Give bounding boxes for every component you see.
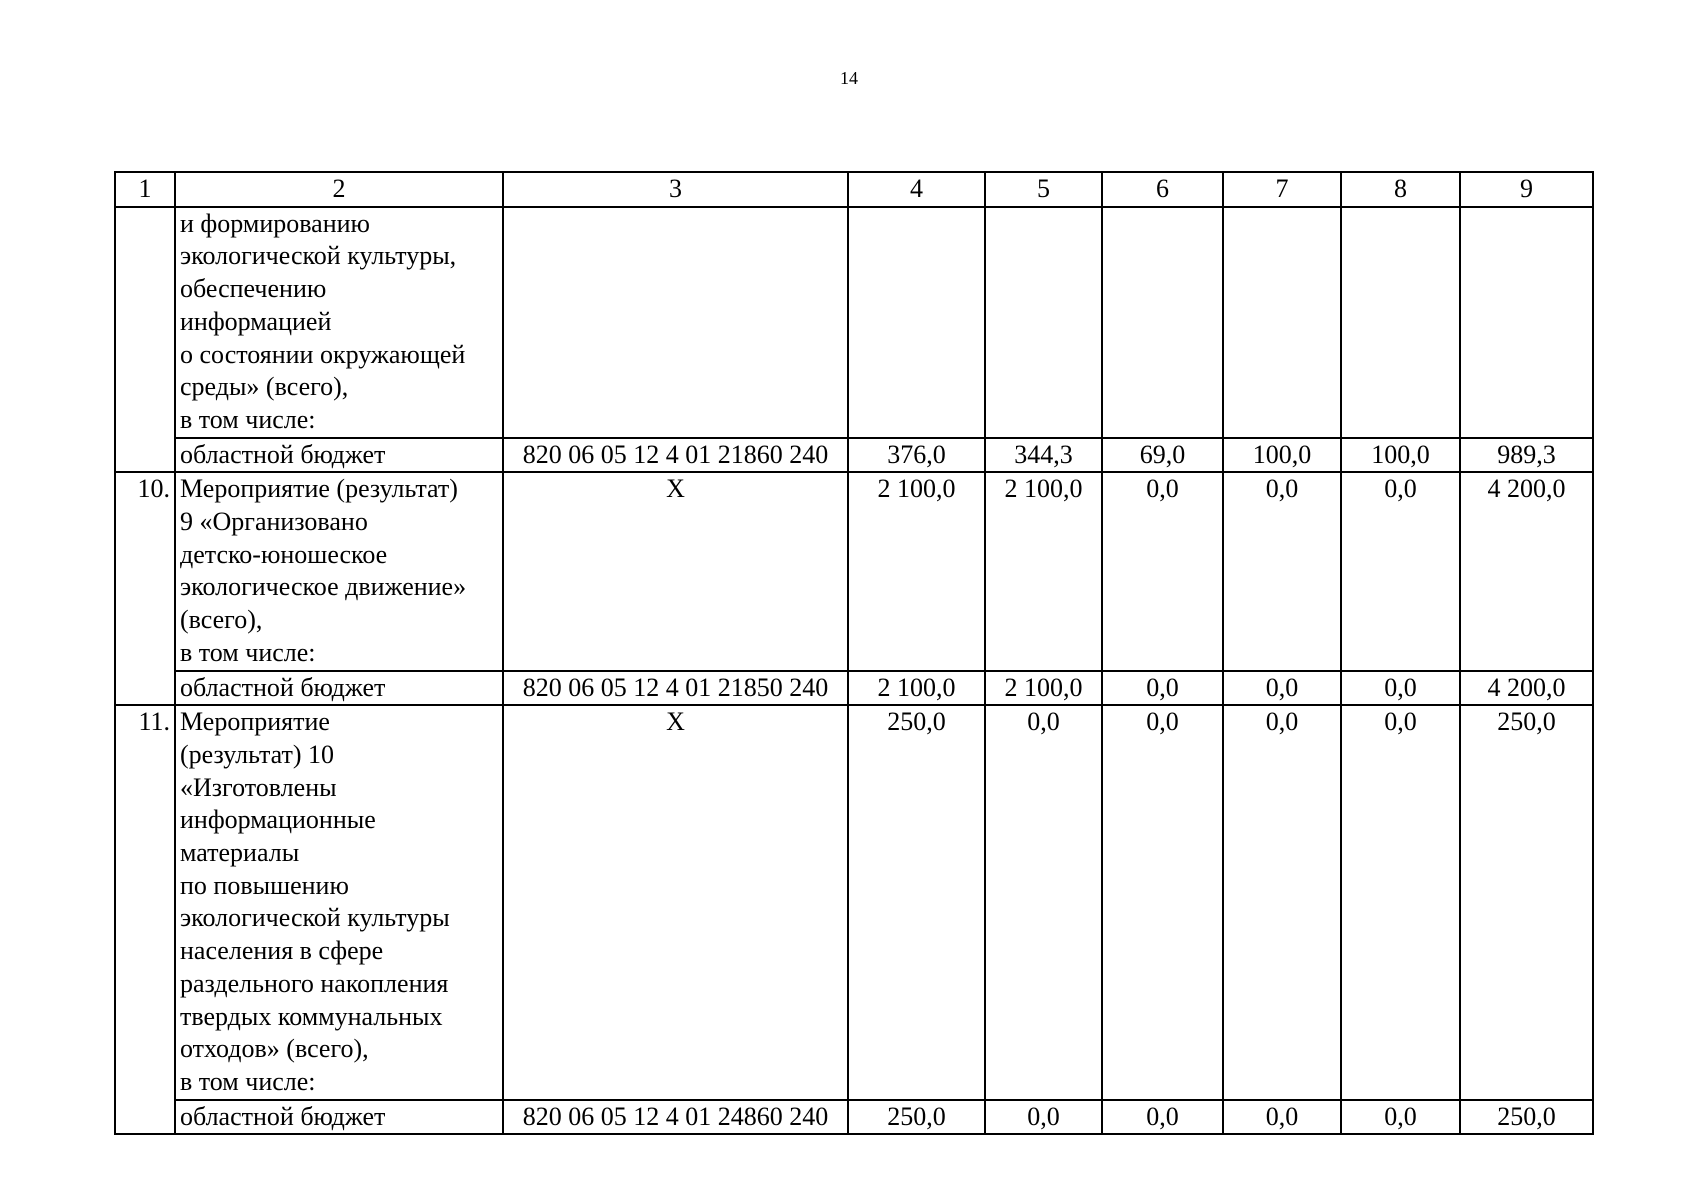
subrow-value: 0,0 — [1341, 671, 1460, 706]
subrow-value: 69,0 — [1102, 438, 1223, 473]
subrow-value: 0,0 — [985, 1100, 1102, 1135]
subrow-code: 820 06 05 12 4 01 24860 240 — [503, 1100, 848, 1135]
column-number: 5 — [985, 172, 1102, 207]
column-number: 2 — [175, 172, 503, 207]
subrow-value: 376,0 — [848, 438, 985, 473]
row-value — [848, 207, 985, 438]
row-description: и формированию экологической культуры, обеспечению информацией о состоянии окружающей среды» (всего), в том числе: — [175, 207, 503, 438]
row-code — [503, 207, 848, 438]
row-value: 0,0 — [1102, 705, 1223, 1099]
table-row — [115, 705, 1593, 1099]
table-subrow — [115, 438, 1593, 473]
row-number: 10. — [115, 472, 175, 705]
row-value: 250,0 — [1460, 705, 1593, 1099]
subrow-value: 250,0 — [1460, 1100, 1593, 1135]
row-value — [985, 207, 1102, 438]
subrow-value: 100,0 — [1341, 438, 1460, 473]
subrow-label: областной бюджет — [175, 671, 503, 706]
page-number: 14 — [840, 68, 858, 88]
row-value — [1460, 207, 1593, 438]
subrow-value: 2 100,0 — [985, 671, 1102, 706]
table-subrow — [115, 1100, 1593, 1135]
row-value: 0,0 — [1223, 472, 1341, 670]
row-value: 0,0 — [1102, 472, 1223, 670]
row-description: Мероприятие (результат) 10 «Изготовлены информационные материалы по повышению экологической культуры населения в сфере раздельного накопления твердых коммунальных отходов» (всего), в том числе: — [175, 705, 503, 1099]
column-number: 3 — [503, 172, 848, 207]
subrow-label: областной бюджет — [175, 1100, 503, 1135]
column-number-row — [115, 172, 1593, 207]
subrow-code: 820 06 05 12 4 01 21860 240 — [503, 438, 848, 473]
subrow-value: 0,0 — [1102, 1100, 1223, 1135]
column-number: 6 — [1102, 172, 1223, 207]
table-subrow — [115, 671, 1593, 706]
subrow-value: 0,0 — [1341, 1100, 1460, 1135]
row-value: 0,0 — [1341, 705, 1460, 1099]
row-value: 2 100,0 — [848, 472, 985, 670]
subrow-label: областной бюджет — [175, 438, 503, 473]
subrow-value: 344,3 — [985, 438, 1102, 473]
subrow-value: 4 200,0 — [1460, 671, 1593, 706]
budget-table — [114, 171, 1594, 1135]
subrow-value: 2 100,0 — [848, 671, 985, 706]
row-code: X — [503, 472, 848, 670]
row-number — [115, 207, 175, 473]
subrow-value: 0,0 — [1223, 1100, 1341, 1135]
table-row — [115, 207, 1593, 438]
row-value: 4 200,0 — [1460, 472, 1593, 670]
row-value — [1223, 207, 1341, 438]
column-number: 8 — [1341, 172, 1460, 207]
row-value: 0,0 — [1341, 472, 1460, 670]
column-number: 1 — [115, 172, 175, 207]
subrow-value: 989,3 — [1460, 438, 1593, 473]
column-number: 7 — [1223, 172, 1341, 207]
row-description: Мероприятие (результат) 9 «Организовано детско-юношеское экологическое движение» (всего), в том числе: — [175, 472, 503, 670]
row-value: 250,0 — [848, 705, 985, 1099]
row-code: X — [503, 705, 848, 1099]
subrow-value: 250,0 — [848, 1100, 985, 1135]
table-row — [115, 472, 1593, 670]
column-number: 9 — [1460, 172, 1593, 207]
column-number: 4 — [848, 172, 985, 207]
row-value: 2 100,0 — [985, 472, 1102, 670]
subrow-code: 820 06 05 12 4 01 21850 240 — [503, 671, 848, 706]
subrow-value: 100,0 — [1223, 438, 1341, 473]
row-value — [1102, 207, 1223, 438]
row-number: 11. — [115, 705, 175, 1134]
row-value: 0,0 — [985, 705, 1102, 1099]
row-value — [1341, 207, 1460, 438]
subrow-value: 0,0 — [1102, 671, 1223, 706]
row-value: 0,0 — [1223, 705, 1341, 1099]
subrow-value: 0,0 — [1223, 671, 1341, 706]
